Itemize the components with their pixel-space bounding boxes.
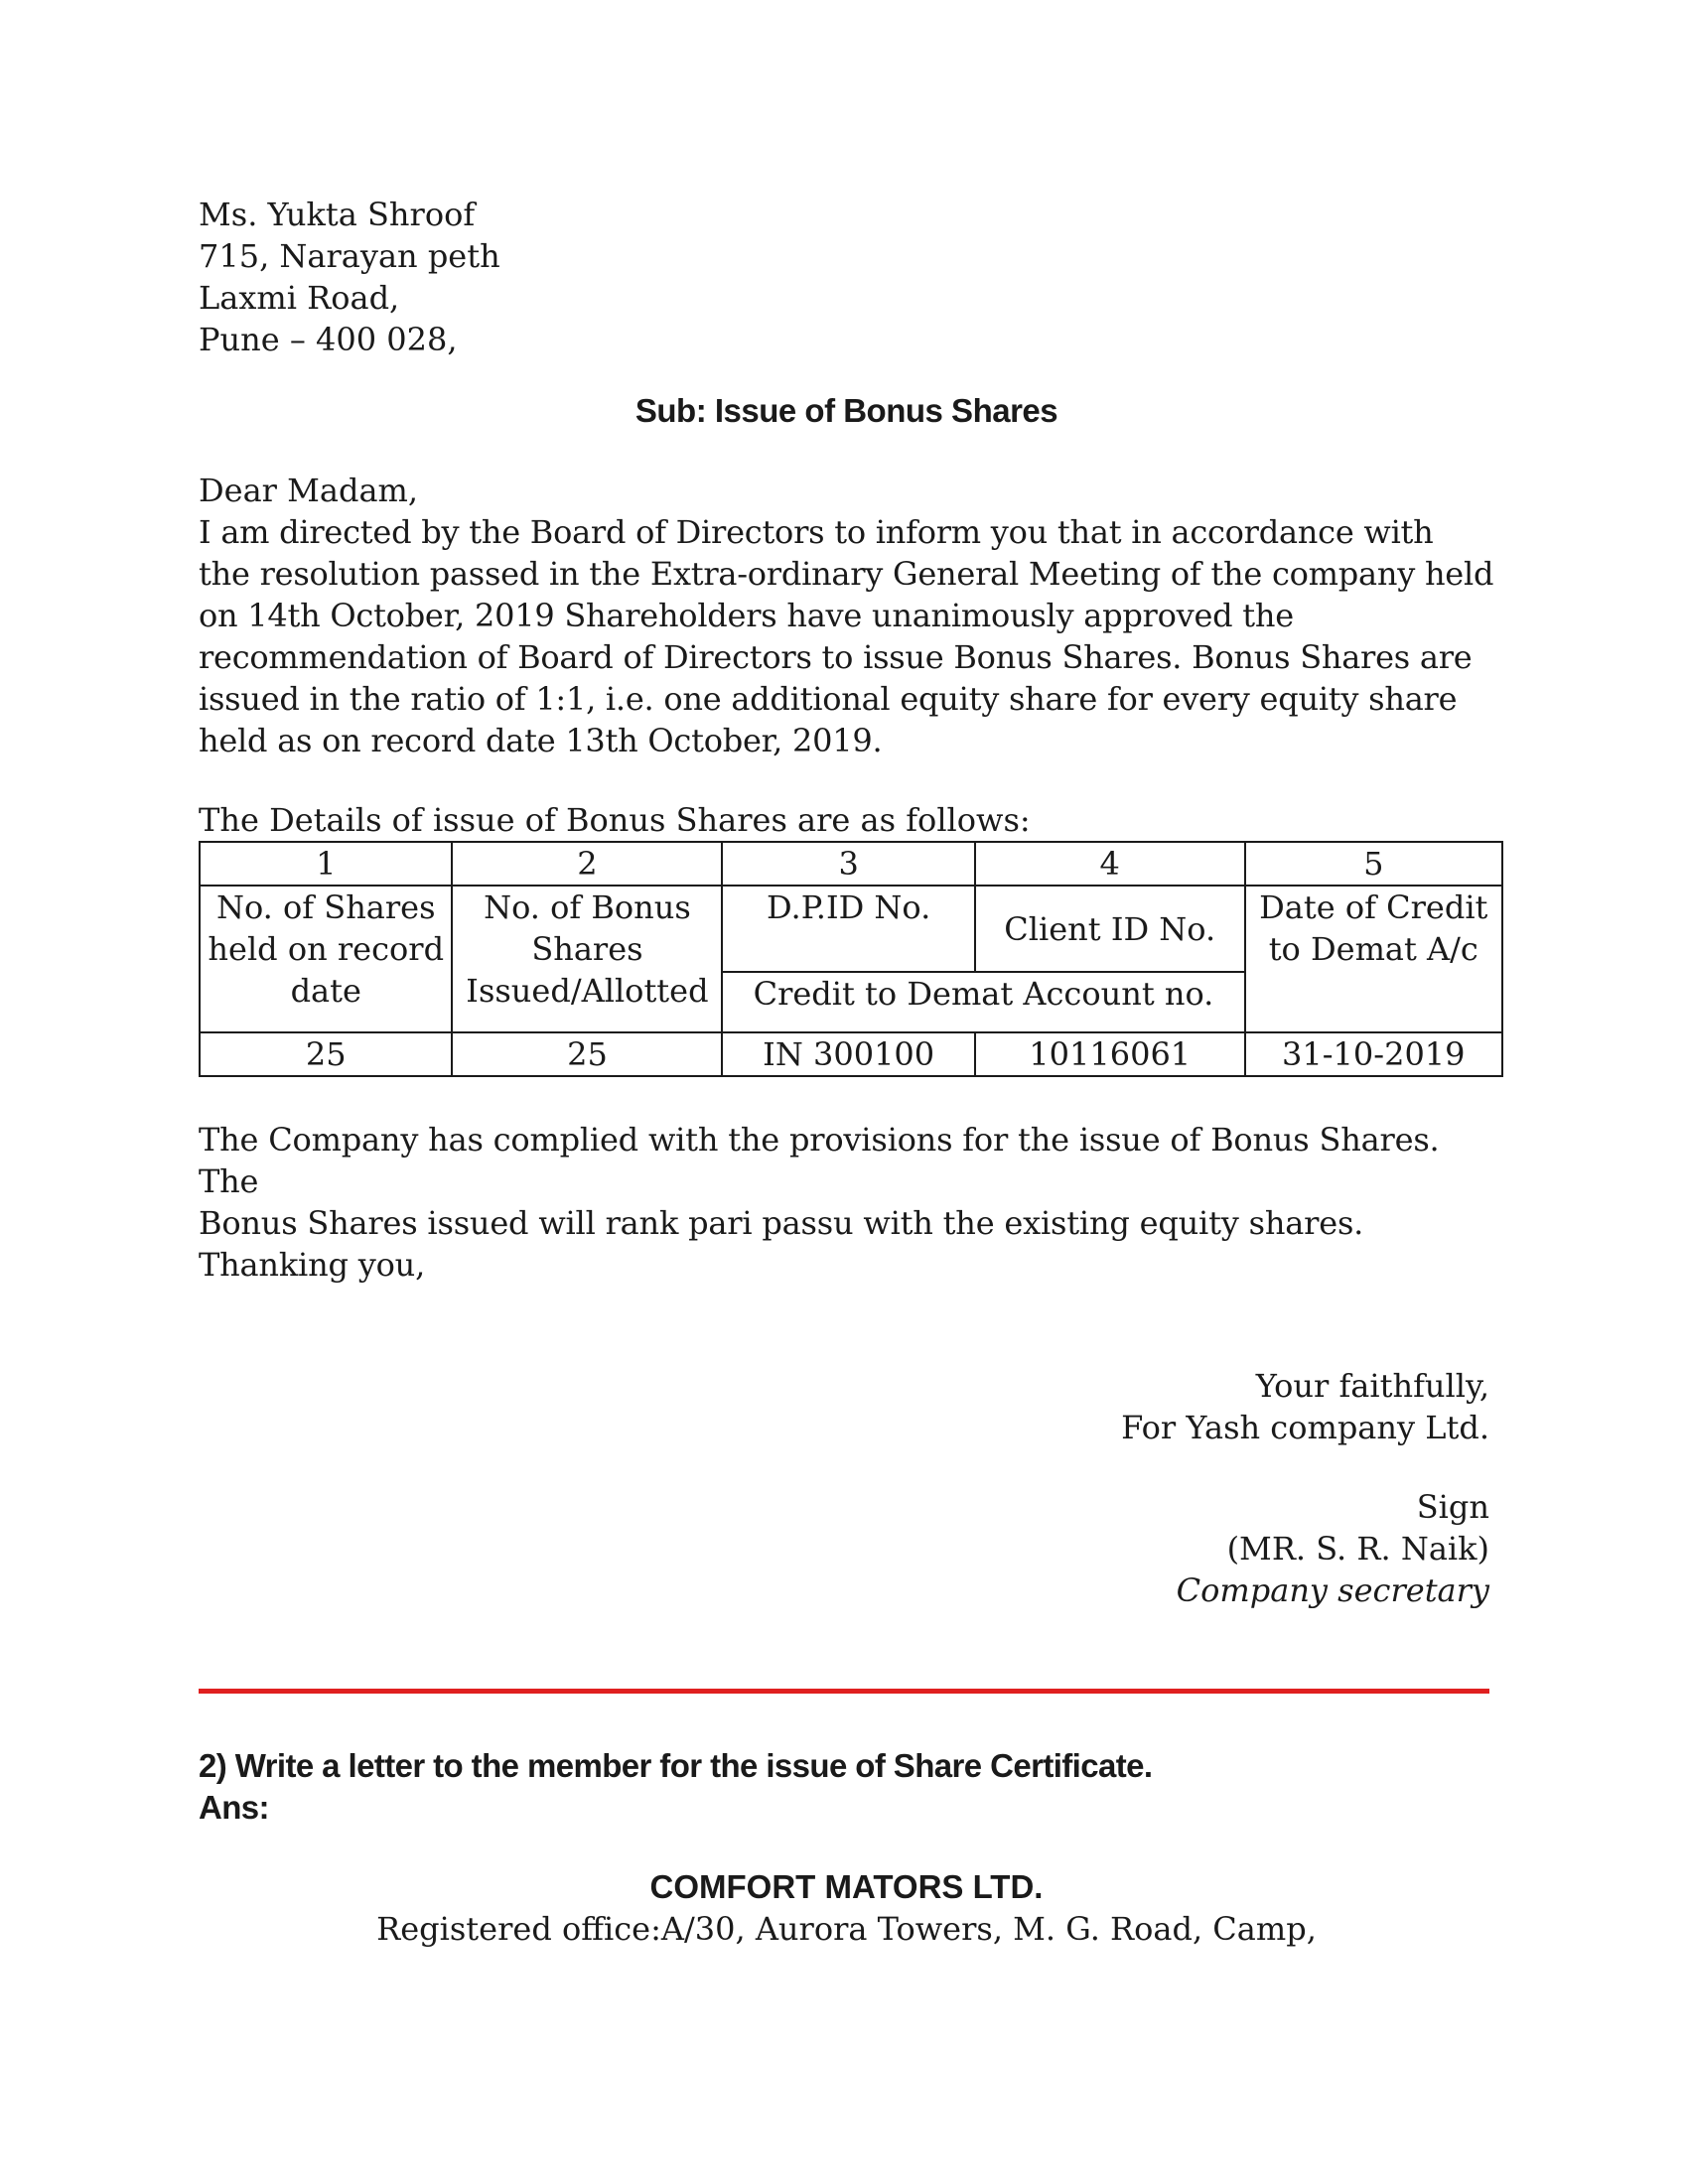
thanking-line: Thanking you,: [199, 1246, 426, 1284]
section-divider: [199, 1689, 1489, 1694]
cell-shares-held: 25: [200, 1032, 452, 1076]
letter-page: [199, 194, 1494, 1950]
closing-paragraph: [199, 1119, 1494, 1286]
question-text: 2) Write a letter to the member for the issue of Share Certificate.: [199, 1747, 1153, 1784]
cell-credit-date: 31-10-2019: [1245, 1032, 1502, 1076]
header-dp-id: D.P.ID No.: [722, 886, 975, 972]
signatory-name: (MR. S. R. Naik): [1226, 1530, 1489, 1568]
details-intro: The Details of issue of Bonus Shares are as follows:: [199, 801, 1031, 839]
closing-line: Bonus Shares issued will rank pari passu with the existing equity shares.: [199, 1204, 1364, 1242]
column-number: 5: [1245, 842, 1502, 886]
company-name: COMFORT MATORS LTD.: [649, 1868, 1044, 1905]
sign-label: Sign: [1416, 1488, 1489, 1526]
bonus-details-table: [199, 841, 1503, 1077]
recipient-address: [199, 194, 1494, 360]
signature-block: [199, 1365, 1494, 1611]
registered-office: Registered office:A/30, Aurora Towers, M. G. Road, Camp,: [376, 1910, 1317, 1948]
header-bonus-shares: No. of Bonus Shares Issued/Allotted: [452, 886, 722, 1032]
column-number: 3: [722, 842, 975, 886]
signing-company: For Yash company Ltd.: [1121, 1409, 1489, 1446]
body-paragraph: I am directed by the Board of Directors to inform you that in accordance with the resolution passed in the Extra-ordinary General Meeting of the company held on 14th October, 2019 Shareholders have unanimously approved the recommendation of Board of Directors to issue Bonus Shares. Bonus Shares are issued in the ratio of 1:1, i.e. one additional equity share for every equity share held as on record date 13th October, 2019.: [199, 513, 1494, 759]
address-line-city: Pune – 400 028,: [199, 321, 458, 358]
address-line-road: Laxmi Road,: [199, 279, 400, 317]
salutation: Dear Madam,: [199, 472, 419, 509]
subject-heading: Sub: Issue of Bonus Shares: [634, 392, 1058, 429]
column-number: 4: [975, 842, 1245, 886]
column-number: 1: [200, 842, 452, 886]
cell-bonus-shares: 25: [452, 1032, 722, 1076]
question-heading: [199, 1745, 1494, 1829]
header-credit-date: Date of Credit to Demat A/c: [1245, 886, 1502, 1032]
header-demat-account: Credit to Demat Account no.: [722, 972, 1244, 1032]
cell-dp-id: IN 300100: [722, 1032, 975, 1076]
answer-label: Ans:: [199, 1789, 269, 1826]
table-column-number-row: [200, 842, 1502, 886]
address-line-name: Ms. Yukta Shroof: [199, 196, 476, 233]
signatory-designation: Company secretary: [1176, 1571, 1489, 1609]
valediction: Your faithfully,: [1255, 1367, 1489, 1405]
header-shares-held: No. of Shares held on record date: [200, 886, 452, 1032]
closing-line: The Company has complied with the provisions for the issue of Bonus Shares. The: [199, 1121, 1440, 1200]
column-number: 2: [452, 842, 722, 886]
table-row: [200, 1032, 1502, 1076]
header-client-id: Client ID No.: [975, 886, 1245, 972]
address-line-street: 715, Narayan peth: [199, 237, 500, 275]
cell-client-id: 10116061: [975, 1032, 1245, 1076]
table-header-row: [200, 886, 1502, 972]
